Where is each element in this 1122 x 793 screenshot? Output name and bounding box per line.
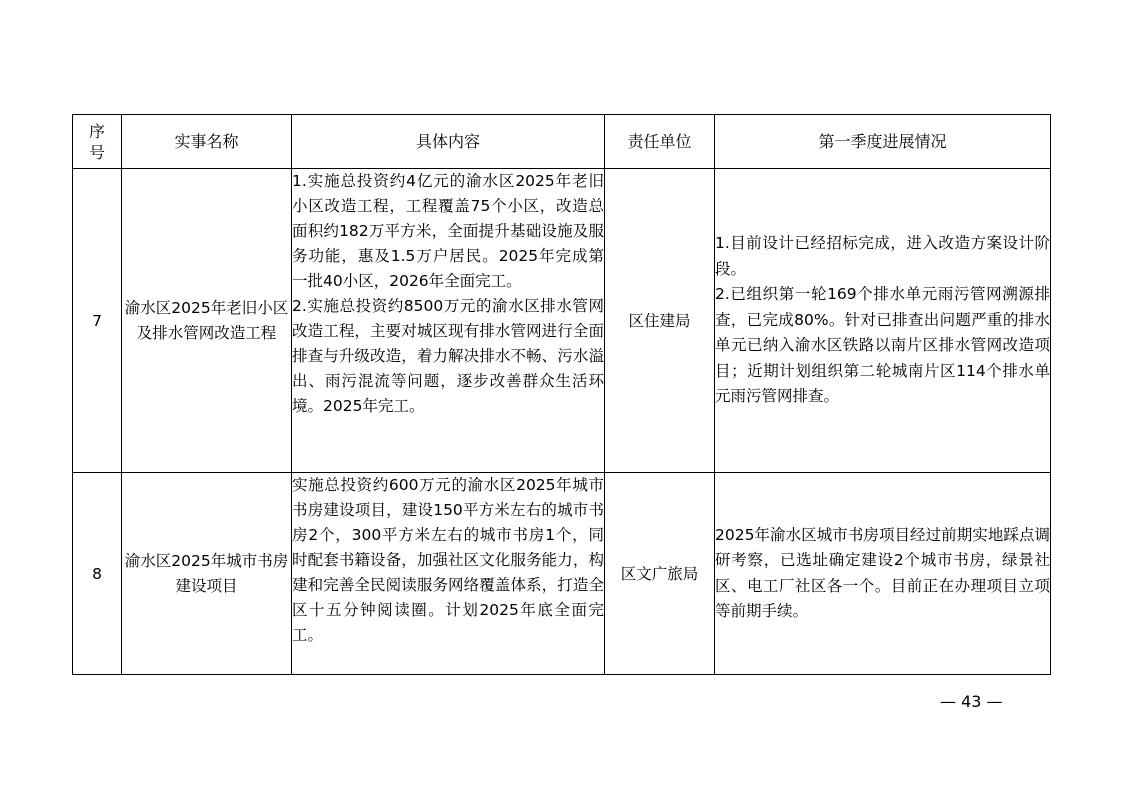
row-name: 渝水区2025年城市书房建设项目	[122, 473, 292, 675]
row-name: 渝水区2025年老旧小区及排水管网改造工程	[122, 169, 292, 473]
page-number: — 43 —	[940, 692, 1003, 711]
progress-paragraph: 2025年渝水区城市书房项目经过前期实地踩点调研考察，已选址确定建设2个城市书房，绿景社区、电工厂社区各一个。目前正在办理项目立项等前期手续。	[715, 525, 1050, 620]
header-seq: 序号	[73, 115, 122, 169]
content-paragraph: 1.实施总投资约4亿元的渝水区2025年老旧小区改造工程，工程覆盖75个小区，改造总面积约182万平方米，全面提升基础设施及服务功能，惠及1.5万户居民。2025年完成第一批40小区，2026年全面完工。	[292, 172, 604, 290]
row-seq: 7	[73, 169, 122, 473]
table-row	[73, 169, 1051, 473]
row-progress	[715, 169, 1051, 473]
projects-table	[72, 114, 1051, 675]
row-unit: 区文广旅局	[605, 473, 715, 675]
row-content	[292, 169, 605, 473]
content-paragraph: 实施总投资约600万元的渝水区2025年城市书房建设项目，建设150平方米左右的城市书房2个，300平方米左右的城市书房1个，同时配套书籍设备，加强社区文化服务能力，构建和完善全民阅读服务网络覆盖体系，打造全区十五分钟阅读圈。计划2025年底全面完工。	[292, 476, 604, 644]
table-row	[73, 473, 1051, 675]
content-paragraph: 2.实施总投资约8500万元的渝水区排水管网改造工程，主要对城区现有排水管网进行全面排查与升级改造，着力解决排水不畅、污水溢出、雨污混流等问题，逐步改善群众生活环境。2025年完工。	[292, 297, 604, 415]
row-content	[292, 473, 605, 675]
table-header-row	[73, 115, 1051, 169]
progress-paragraph: 1.目前设计已经招标完成，进入改造方案设计阶段。	[715, 234, 1050, 278]
header-content: 具体内容	[292, 115, 605, 169]
row-progress	[715, 473, 1051, 675]
header-unit: 责任单位	[605, 115, 715, 169]
header-progress: 第一季度进展情况	[715, 115, 1051, 169]
header-name: 实事名称	[122, 115, 292, 169]
row-unit: 区住建局	[605, 169, 715, 473]
row-seq: 8	[73, 473, 122, 675]
progress-paragraph: 2.已组织第一轮169个排水单元雨污管网溯源排查，已完成80%。针对已排查出问题严重的排水单元已纳入渝水区铁路以南片区排水管网改造项目；近期计划组织第二轮城南片区114个排水单元雨污管网排查。	[715, 285, 1050, 406]
